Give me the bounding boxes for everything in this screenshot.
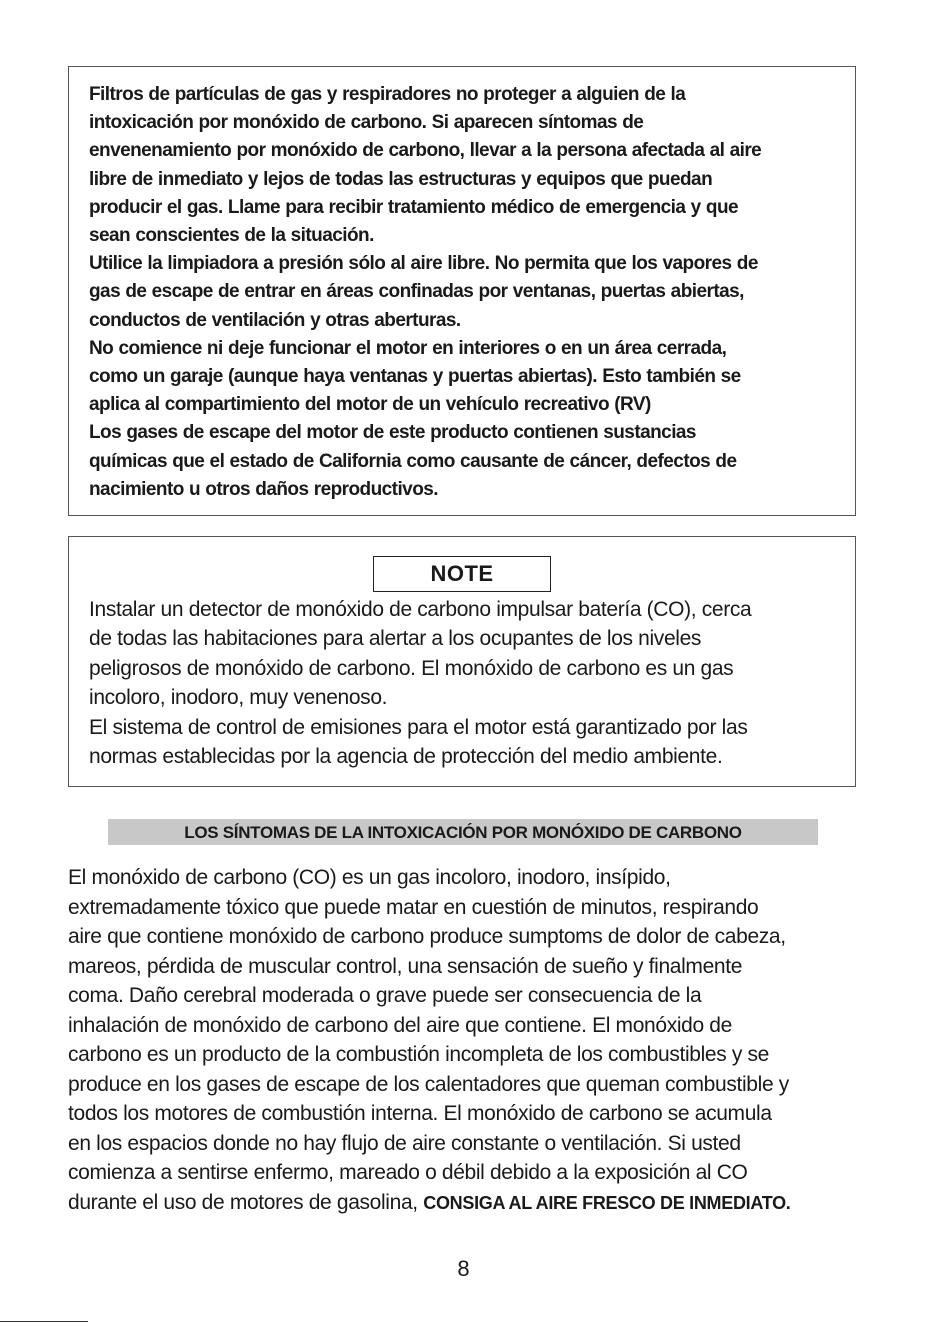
body-line: El monóxido de carbono (CO) es un gas incoloro, inodoro, insípido,	[68, 866, 671, 889]
body-line: durante el uso de motores de gasolina,	[68, 1190, 424, 1214]
note-text	[89, 595, 849, 771]
body-line: extremadamente tóxico que puede matar en cuestión de minutos, respirando	[68, 895, 759, 919]
body-line: comienza a sentirse enfermo, mareado o débil debido a la exposición al CO	[68, 1161, 748, 1184]
body-line: coma. Daño cerebral moderada o grave puede ser consecuencia de la	[68, 984, 702, 1007]
body-emphasis: CONSIGA AL AIRE FRESCO DE INMEDIATO.	[423, 1192, 791, 1213]
note-label: NOTE	[373, 556, 551, 592]
note-line: incoloro, inodoro, muy venenoso.	[89, 686, 388, 710]
warning-line: No comience ni deje funcionar el motor en interiores o en un área cerrada,	[89, 337, 727, 359]
warning-line: Los gases de escape del motor de este producto contienen sustancias	[89, 422, 696, 444]
page-number: 8	[457, 1256, 470, 1281]
note-line: normas establecidas por la agencia de protección del medio ambiente.	[89, 745, 723, 769]
warning-line: envenenamiento por monóxido de carbono, llevar a la persona afectada al aire	[89, 140, 762, 162]
body-line: carbono es un producto de la combustión incompleta de los combustibles y se	[68, 1043, 769, 1066]
note-line: de todas las habitaciones para alertar a los ocupantes de los niveles	[89, 627, 702, 651]
warning-line: nacimiento u otros daños reproductivos.	[89, 478, 438, 500]
warning-line: Filtros de partículas de gas y respiradores no proteger a alguien de la	[89, 84, 686, 105]
note-line: Instalar un detector de monóxido de carbono impulsar batería (CO), cerca	[89, 598, 752, 621]
warning-line: aplica al compartimiento del motor de un vehículo recreativo (RV)	[89, 394, 651, 416]
warning-line: producir el gas. Llame para recibir tratamiento médico de emergencia y que	[89, 196, 739, 218]
body-line: inhalación de monóxido de carbono del aire que contiene. El monóxido de	[68, 1013, 732, 1037]
body-line: aire que contiene monóxido de carbono produce sumptoms de dolor de cabeza,	[68, 925, 786, 948]
warning-line: químicas que el estado de California como causante de cáncer, defectos de	[89, 450, 737, 472]
warning-line: conductos de ventilación y otras aberturas.	[89, 309, 461, 331]
warning-line: Utilice la limpiadora a presión sólo al aire libre. No permita que los vapores de	[89, 253, 758, 275]
note-line: El sistema de control de emisiones para el motor está garantizado por las	[89, 715, 748, 739]
note-box	[68, 536, 856, 787]
note-line: peligrosos de monóxido de carbono. El monóxido de carbono es un gas	[89, 656, 734, 680]
warning-line: intoxicación por monóxido de carbono. Si aparecen síntomas de	[89, 112, 644, 134]
body-line: todos los motores de combustión interna. El monóxido de carbono se acumula	[68, 1102, 772, 1125]
warning-line: libre de inmediato y lejos de todas las estructuras y equipos que puedan	[89, 168, 713, 190]
body-line: en los espacios donde no hay flujo de aire constante o ventilación. Si usted	[68, 1131, 741, 1155]
warning-line: como un garaje (aunque haya ventanas y puertas abiertas). Esto también se	[89, 366, 741, 388]
warning-line: gas de escape de entrar en áreas confinadas por ventanas, puertas abiertas,	[89, 281, 744, 303]
footer-rule	[0, 1321, 88, 1322]
body-line: mareos, pérdida de muscular control, una sensación de sueño y finalmente	[68, 954, 743, 978]
body-line: produce en los gases de escape de los calentadores que queman combustible y	[68, 1072, 789, 1096]
warning-text	[89, 81, 843, 504]
section-title: LOS SÍNTOMAS DE LA INTOXICACIÓN POR MONÓXIDO DE CARBONO	[108, 819, 818, 845]
warning-line: sean conscientes de la situación.	[89, 225, 374, 247]
section-body	[68, 863, 868, 1218]
warning-box	[68, 66, 856, 516]
